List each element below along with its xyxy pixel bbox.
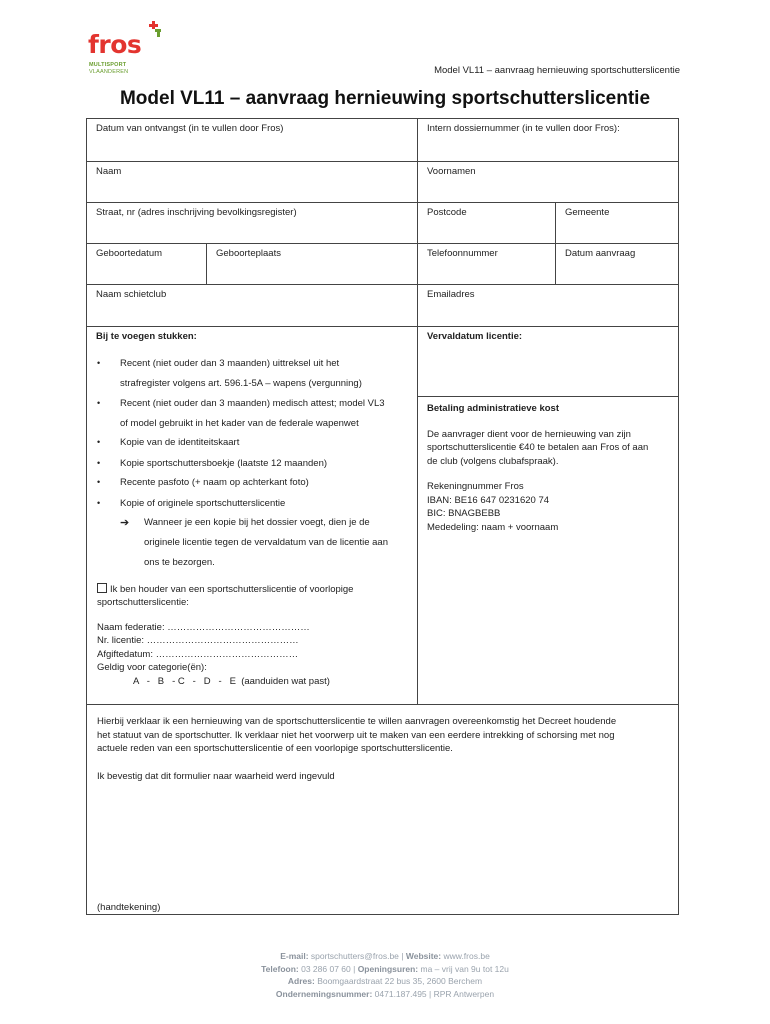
bullet-icon: •	[97, 398, 101, 408]
footer-tel-label: Telefoon:	[261, 963, 299, 974]
field-naam-federatie[interactable]: Naam federatie: ………………………………………	[97, 622, 310, 633]
stuk-1-line2: strafregister volgens art. 596.1-5A – wapens (vergunning)	[120, 378, 362, 389]
label-email: Emailadres	[427, 289, 475, 300]
footer-adres: Boomgaardstraat 22 bus 35, 2600 Berchem	[317, 976, 483, 986]
verklaring-line-3: actuele reden van een sportschutterslicentie of een voorlopige sportschutterslicentie.	[97, 743, 453, 754]
bullet-icon: •	[97, 498, 101, 508]
footer-email[interactable]: sportschutters@fros.be	[310, 951, 399, 961]
footer-open-label: Openingsuren:	[357, 963, 419, 974]
footer-email-label: E-mail:	[280, 951, 309, 961]
bullet-icon: •	[97, 358, 101, 368]
label-gemeente: Gemeente	[565, 207, 610, 218]
bevestig-text: Ik bevestig dat dit formulier naar waarheid werd ingevuld	[97, 770, 335, 782]
bic: BIC: BNAGBEBB	[427, 508, 501, 519]
field-datum-aanvraag[interactable]	[556, 244, 679, 285]
footer-line-1: E-mail: sportschutters@fros.be | Website: www.fros.be	[280, 951, 490, 961]
checkbox-icon[interactable]	[97, 583, 107, 593]
logo-subtitle-2: VLAANDEREN	[89, 69, 129, 75]
label-straat: Straat, nr (adres inschrijving bevolkingsregister)	[96, 207, 297, 218]
betaling-text-1: De aanvrager dient voor de hernieuwing van zijn	[427, 428, 631, 440]
footer-adres-label: Adres:	[287, 976, 315, 986]
arrow-note-line2: originele licentie tegen de vervaldatum van de licentie aan	[144, 537, 388, 548]
field-postcode[interactable]	[418, 203, 556, 244]
label-datum-ontvangst: Datum van ontvangst (in te vullen door Fros)	[96, 123, 284, 134]
bullet-icon: •	[97, 458, 101, 468]
houder-line1: Ik ben houder van een sportschutterslicentie of voorlopige	[110, 584, 354, 595]
field-intern-dossier[interactable]	[418, 119, 679, 162]
stuk-1-line1: Recent (niet ouder dan 3 maanden) uittreksel uit het	[120, 358, 340, 369]
footer-line-2: Telefoon: 03 286 07 60 | Openingsuren: ma – vrij van 9u tot 12u	[261, 963, 509, 974]
mededeling: Mededeling: naam + voornaam	[427, 521, 559, 533]
houder-line2: sportschutterslicentie:	[97, 597, 189, 608]
footer-ond-label: Ondernemingsnummer:	[275, 988, 373, 999]
logo-word: fros	[88, 30, 142, 59]
signature-area[interactable]	[97, 901, 160, 915]
stuk-3: Kopie van de identiteitskaart	[120, 437, 240, 448]
footer-website[interactable]: www.fros.be	[443, 951, 490, 961]
field-email[interactable]	[418, 285, 679, 327]
verklaring-content	[97, 715, 672, 783]
bullet-icon: •	[97, 477, 101, 487]
logo-mark-icon	[143, 20, 165, 42]
footer-website-label: Website:	[405, 951, 442, 961]
fros-logo	[88, 20, 168, 78]
categorie-options[interactable]: A - B - C - D - E (aanduiden wat past)	[133, 676, 330, 687]
header-model-label: Model VL11 – aanvraag hernieuwing sportschutterslicentie	[434, 65, 680, 76]
verklaring-line-1: Hierbij verklaar ik een hernieuwing van de sportschutterslicentie te willen aanvragen overeenkomstig het Decreet houdende	[97, 716, 617, 727]
application-form	[86, 118, 679, 915]
label-datum-aanvraag: Datum aanvraag	[565, 248, 636, 259]
label-voornamen: Voornamen	[427, 166, 476, 177]
handtekening-label: (handtekening)	[97, 902, 161, 913]
stuk-2-line2: of model gebruikt in het kader van de federale wapenwet	[120, 418, 359, 429]
betaling-text-3: de club (volgens clubafspraak).	[427, 455, 559, 467]
label-geboortedatum: Geboortedatum	[96, 248, 163, 259]
label-naam: Naam	[96, 166, 122, 177]
field-gemeente[interactable]	[556, 203, 679, 244]
bullet-icon: •	[97, 437, 101, 447]
field-afgiftedatum[interactable]: Afgiftedatum: ………………………………………	[97, 649, 299, 660]
label-postcode: Postcode	[427, 207, 467, 218]
field-voornamen[interactable]	[418, 162, 679, 203]
page-title: Model VL11 – aanvraag hernieuwing sportschutterslicentie	[119, 88, 651, 109]
stuk-5: Recente pasfoto (+ naam op achterkant foto)	[120, 477, 309, 488]
stuk-6: Kopie of originele sportschutterslicentie	[120, 498, 286, 509]
stuk-2-line1: Recent (niet ouder dan 3 maanden) medisch attest; model VL3	[120, 398, 385, 409]
label-schietclub: Naam schietclub	[96, 289, 167, 300]
houder-line1-wrap	[97, 583, 353, 595]
footer	[0, 950, 770, 1000]
field-telefoon[interactable]	[418, 244, 556, 285]
label-geboorteplaats: Geboorteplaats	[216, 248, 281, 259]
betaling-text-2: sportschutterslicentie €40 te betalen aan Fros of aan	[427, 442, 649, 453]
betaling-content	[427, 402, 677, 534]
label-geldig-categorie: Geldig voor categorie(ën):	[97, 662, 207, 673]
footer-open: ma – vrij van 9u tot 12u	[420, 963, 509, 974]
verklaring-line-2: het statuut van de sportschutter. Ik verklaar niet het voorwerp uit te maken van een eerdere intrekking of schorsing met nog	[97, 729, 615, 741]
arrow-note-line3: ons te bezorgen.	[144, 557, 215, 568]
stuk-4: Kopie sportschuttersboekje (laatste 12 maanden)	[120, 458, 328, 469]
label-intern-dossier: Intern dossiernummer (in te vullen door Fros):	[427, 123, 620, 134]
footer-tel: 03 286 07 60	[301, 963, 351, 974]
label-telefoon: Telefoonnummer	[427, 248, 498, 259]
field-nr-licentie[interactable]: Nr. licentie: …………………………………………	[97, 635, 299, 646]
field-vervaldatum[interactable]	[418, 327, 679, 397]
arrow-right-icon: ➔	[120, 517, 130, 529]
footer-line-3	[0, 975, 770, 988]
footer-line-4	[0, 988, 770, 1001]
rekeningnummer-label: Rekeningnummer Fros	[427, 481, 524, 492]
label-vervaldatum: Vervaldatum licentie:	[427, 331, 523, 342]
arrow-note-line1: Wanneer je een kopie bij het dossier voegt, dien je de	[144, 517, 370, 528]
bij-te-voegen-heading: Bij te voegen stukken:	[96, 331, 197, 342]
betaling-title: Betaling administratieve kost	[427, 403, 559, 414]
logo-subtitle-1: MULTISPORT	[89, 62, 127, 68]
footer-ond: 0471.187.495 | RPR Antwerpen	[374, 988, 495, 999]
stukken-list	[87, 119, 418, 705]
iban: IBAN: BE16 647 0231620 74	[427, 494, 550, 506]
